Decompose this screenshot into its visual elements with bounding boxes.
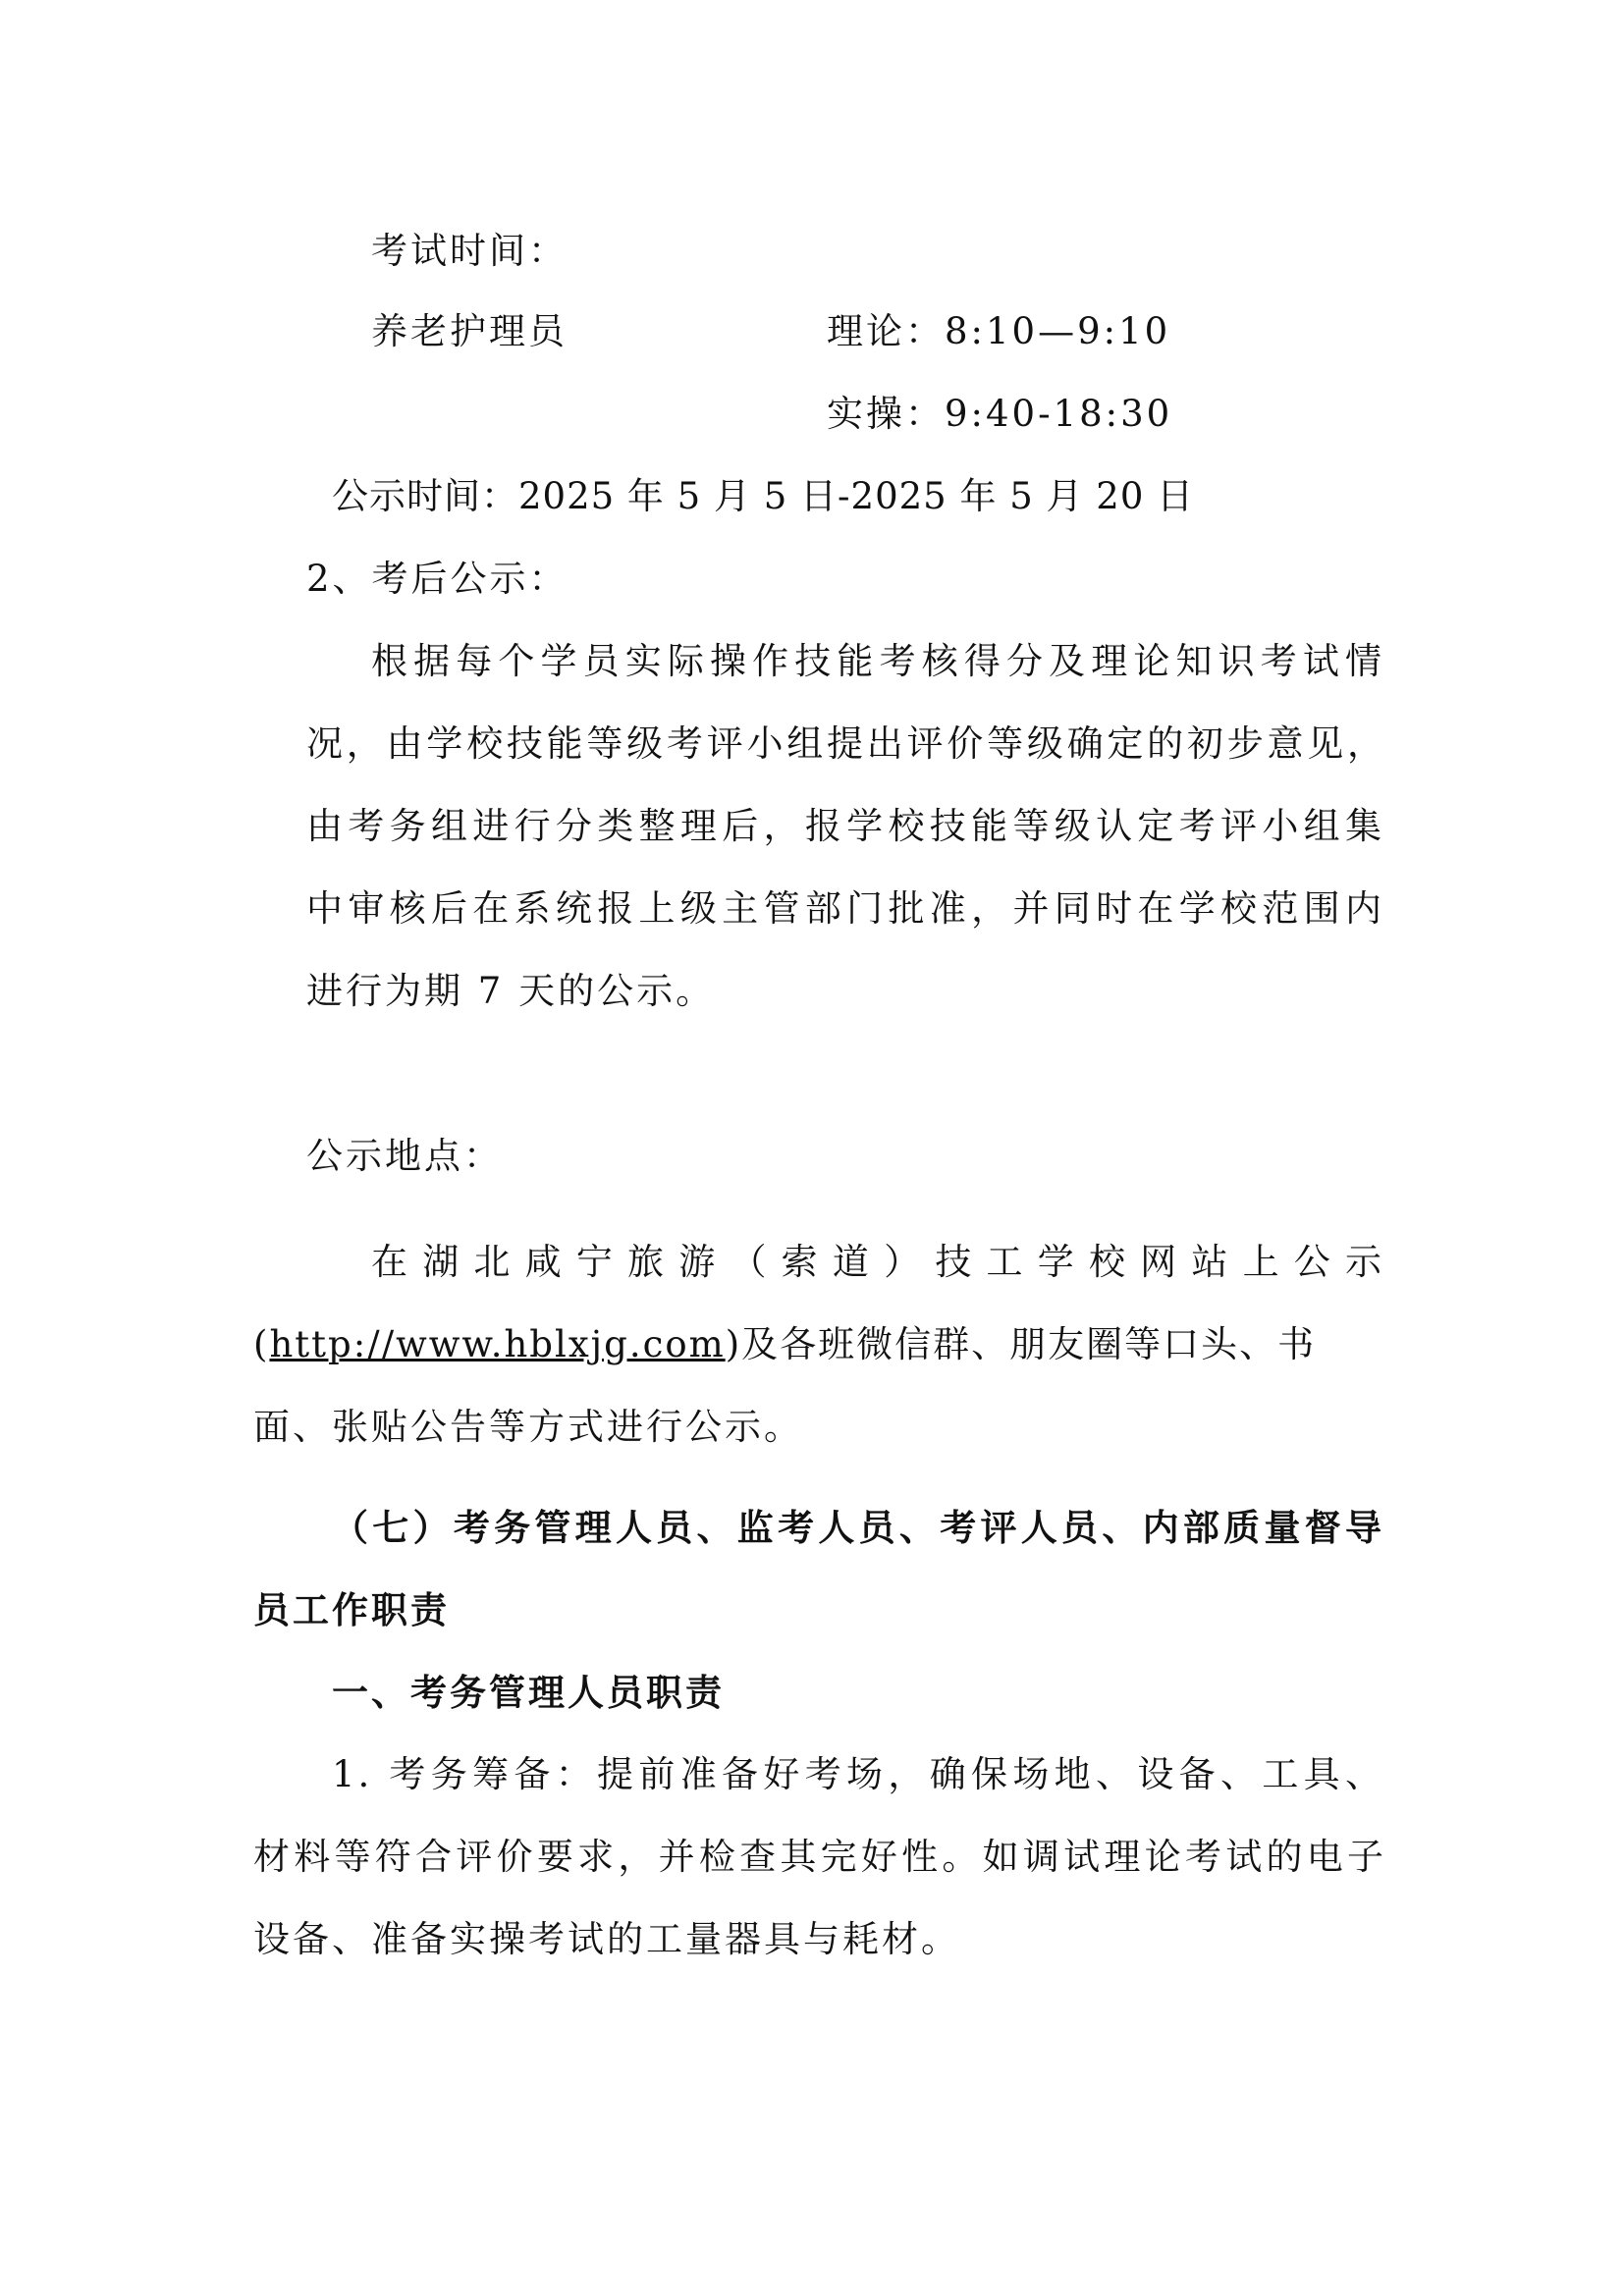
subsection-1-item-line: 设备、准备实操考试的工量器具与耗材。 bbox=[253, 1918, 960, 1960]
post-exam-para-line: 况，由学校技能等级考评小组提出评价等级确定的初步意见， bbox=[306, 722, 1384, 765]
subsection-1-item-line: 1. 考务筹备：提前准备好考场，确保场地、设备、工具、 bbox=[332, 1753, 1384, 1795]
section-7-title-line-2: 员工作职责 bbox=[253, 1588, 450, 1631]
section-7-title-line-1: （七）考务管理人员、监考人员、考评人员、内部质量督导 bbox=[332, 1506, 1384, 1549]
exam-practice-time: 实操：9:40-18:30 bbox=[827, 393, 1173, 435]
location-line-3: 面、张贴公告等方式进行公示。 bbox=[253, 1406, 803, 1448]
post-exam-para-line: 进行为期 7 天的公示。 bbox=[306, 970, 716, 1012]
location-paren-open: ( bbox=[253, 1323, 270, 1365]
location-line-2 bbox=[253, 1321, 1384, 1368]
post-exam-heading: 2、考后公示： bbox=[306, 558, 568, 600]
exam-theory-time: 理论：8:10—9:10 bbox=[827, 310, 1171, 352]
location-label: 公示地点： bbox=[306, 1135, 503, 1177]
exam-time-label: 考试时间： bbox=[371, 230, 568, 272]
exam-occupation: 养老护理员 bbox=[371, 310, 568, 352]
announce-time: 公示时间：2025 年 5 月 5 日-2025 年 5 月 20 日 bbox=[332, 475, 1195, 517]
subsection-1-item-line: 材料等符合评价要求，并检查其完好性。如调试理论考试的电子 bbox=[253, 1836, 1384, 1878]
post-exam-para-line: 中审核后在系统报上级主管部门批准，并同时在学校范围内 bbox=[306, 887, 1384, 930]
post-exam-para-line: 由考务组进行分类整理后，报学校技能等级认定考评小组集 bbox=[306, 805, 1384, 847]
location-line-2-text: )及各班微信群、朋友圈等口头、书 bbox=[725, 1323, 1317, 1365]
website-link[interactable]: http://www.hblxjg.com bbox=[269, 1323, 726, 1365]
subsection-1-heading: 一、考务管理人员职责 bbox=[332, 1671, 725, 1714]
post-exam-para-line: 根据每个学员实际操作技能考核得分及理论知识考试情 bbox=[371, 640, 1384, 682]
location-line-1: 在湖北咸宁旅游（索道）技工学校网站上公示 bbox=[371, 1241, 1384, 1283]
